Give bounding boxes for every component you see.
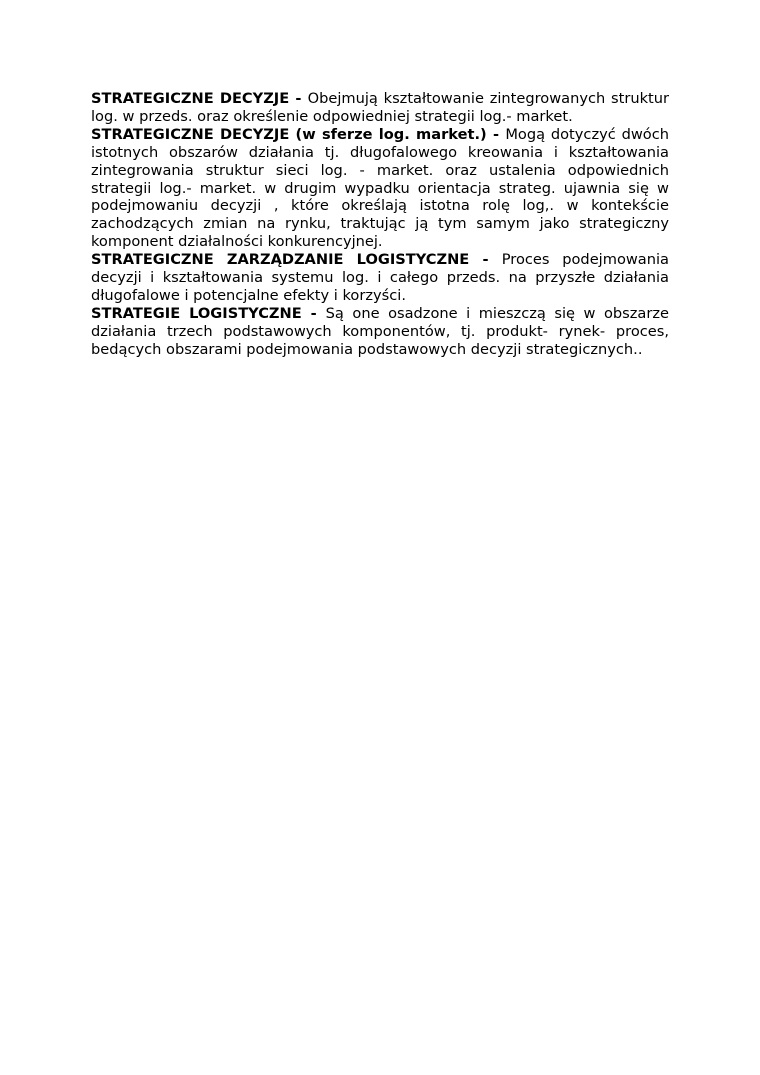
definition-text: Mogą dotyczyć dwóch istotnych obszarów działania tj. długofalowego kreowania i kształtowania zintegrowania struktur sieci log. - market. oraz ustalenia odpowiednich strategii log.- market. w drugim wypadku orientacja strateg. ujawnia się w podejmowaniu decyzji , które określają istotna rolę log,. w kontekście zachodzących zmian na rynku, traktując ją tym samym jako strategiczny komponent działalności konkurencyjnej. xyxy=(91,125,669,251)
definition-term: STRATEGICZNE DECYZJE - xyxy=(91,90,308,107)
definition-term: STRATEGICZNE DECYZJE (w sferze log. market.) - xyxy=(91,125,506,143)
definition-paragraph xyxy=(91,251,669,305)
definition-paragraph xyxy=(91,126,669,251)
definition-paragraph xyxy=(91,90,669,126)
definition-text: Są one osadzone i mieszczą się w obszarze działania trzech podstawowych komponentów, tj. produkt- rynek- proces, bedących obszarami podejmowania podstawowych decyzji strategicznych.. xyxy=(91,304,669,358)
definition-term: STRATEGICZNE ZARZĄDZANIE LOGISTYCZNE - xyxy=(91,251,502,269)
definition-text: Obejmują kształtowanie zintegrowanych struktur log. w przeds. oraz określenie odpowiedniej strategii log.- market. xyxy=(91,90,670,125)
document-body xyxy=(91,90,669,359)
definition-paragraph xyxy=(91,305,669,359)
definition-text: Proces podejmowania decyzji i kształtowania systemu log. i całego przeds. na przyszłe działania długofalowe i potencjalne efekty i korzyści. xyxy=(91,251,669,304)
definition-term: STRATEGIE LOGISTYCZNE - xyxy=(91,304,326,322)
